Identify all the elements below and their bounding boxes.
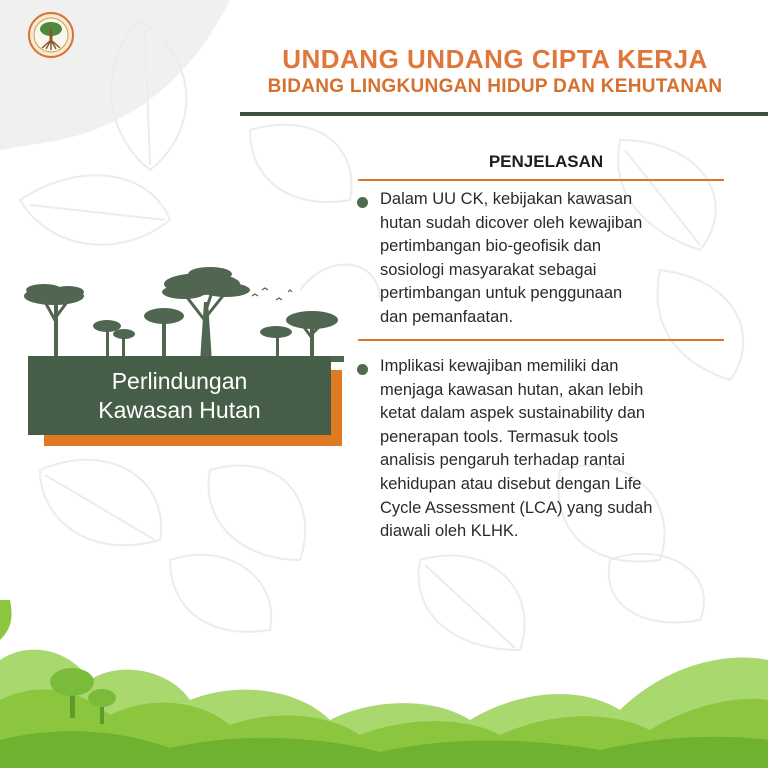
- topic-label: [28, 356, 331, 435]
- heading-divider: [358, 179, 724, 181]
- explanation-heading: PENJELASAN: [488, 152, 604, 171]
- point-2-line: kehidupan atau disebut dengan Life: [380, 474, 642, 493]
- point-1-line: hutan sudah dicover oleh kewajiban: [380, 213, 643, 232]
- main-title: UNDANG UNDANG CIPTA KERJA: [282, 44, 708, 74]
- topic-label-line-2: Kawasan Hutan: [98, 396, 261, 423]
- point-2-line: ketat dalam aspek sustainability dan: [380, 404, 646, 423]
- bullet-icon: [357, 197, 368, 208]
- point-2-line: Cycle Assessment (LCA) yang sudah: [380, 498, 653, 517]
- point-1-line: sosiologi masyarakat sebagai: [380, 260, 597, 279]
- point-1-line: pertimbangan bio-geofisik dan: [380, 237, 602, 256]
- point-1-line: dan pemanfaatan.: [380, 307, 514, 326]
- point-1-line: Dalam UU CK, kebijakan kawasan: [380, 190, 633, 208]
- point-2-line: menjaga kawasan hutan, akan lebih: [380, 380, 644, 399]
- forest-silhouette: [14, 262, 354, 362]
- subtitle: BIDANG LINGKUNGAN HIDUP DAN KEHUTANAN: [267, 76, 723, 97]
- tree-roots-emblem-icon: [28, 12, 74, 58]
- explanation-point-1: [380, 188, 732, 330]
- point-2-line: analisis pengaruh terhadap rantai: [380, 451, 625, 470]
- title-divider: [240, 112, 768, 116]
- point-2-line: penerapan tools. Termasuk tools: [380, 427, 619, 446]
- point-2-line: diawali oleh KLHK.: [380, 522, 519, 541]
- explanation-point-2: [380, 355, 732, 544]
- green-hills-footer: [0, 600, 768, 768]
- point-2-line: Implikasi kewajiban memiliki dan: [380, 357, 619, 375]
- point-1-line: pertimbangan untuk penggunaan: [380, 284, 623, 303]
- points-divider: [358, 339, 724, 341]
- topic-label-line-1: Perlindungan: [111, 367, 248, 394]
- bullet-icon: [357, 364, 368, 375]
